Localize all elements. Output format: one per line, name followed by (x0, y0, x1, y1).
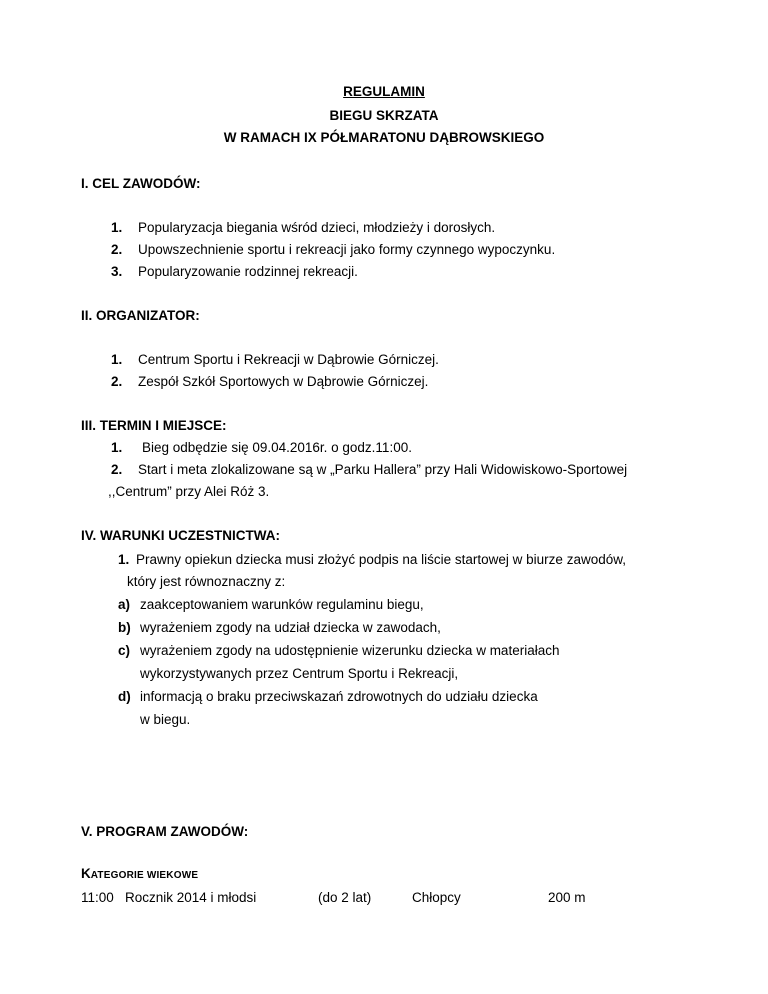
program-row-age: (do 2 lat) (318, 890, 372, 905)
program-row-time: 11:00 (81, 890, 114, 905)
age-categories-heading (81, 866, 198, 881)
section-heading-termin: III. TERMIN I MIEJSCE: (81, 418, 227, 433)
item-text: Zespół Szkół Sportowych w Dąbrowie Górniczej. (138, 374, 429, 389)
item-text: Popularyzacja biegania wśród dzieci, młodzieży i dorosłych. (138, 220, 496, 235)
item-continuation: wykorzystywanych przez Centrum Sportu i Rekreacji, (140, 666, 459, 681)
section-heading-warunki: IV. WARUNKI UCZESTNICTWA: (81, 528, 280, 543)
item-continuation: ,,Centrum” przy Alei Róż 3. (108, 484, 270, 499)
list-item (118, 643, 559, 658)
item-number: 1. (111, 352, 123, 367)
item-letter: a) (118, 597, 131, 612)
item-number: 1. (111, 440, 123, 455)
item-text: Upowszechnienie sportu i rekreacji jako formy czynnego wypoczynku. (138, 242, 556, 257)
section-heading-cel: I. CEL ZAWODÓW: (81, 176, 201, 191)
list-item (111, 374, 428, 389)
item-text: Start i meta zlokalizowane są w „Parku Hallera” przy Hali Widowiskowo-Sportowej (138, 462, 628, 477)
list-item (118, 620, 441, 635)
item-text: Bieg odbędzie się 09.04.2016r. o godz.11:00. (142, 440, 412, 455)
item-number: 1. (111, 220, 123, 235)
age-categories-rest: ATEGORIE WIEKOWE (90, 870, 199, 881)
item-continuation: w biegu. (140, 712, 191, 727)
list-item (118, 597, 424, 612)
item-number: 2. (111, 242, 123, 257)
list-item (111, 264, 358, 279)
item-letter: c) (118, 643, 131, 658)
list-item (111, 462, 627, 477)
item-text: zaakceptowaniem warunków regulaminu biegu, (140, 597, 424, 612)
list-item (111, 440, 412, 455)
event-name: W RAMACH IX PÓŁMARATONU DĄBROWSKIEGO (223, 130, 545, 145)
list-item (111, 352, 439, 367)
age-categories-initial: K (81, 866, 91, 881)
section-heading-program: V. PROGRAM ZAWODÓW: (81, 824, 249, 839)
item-text: Centrum Sportu i Rekreacji w Dąbrowie Górniczej. (138, 352, 439, 367)
item-text: Prawny opiekun dziecka musi złożyć podpis na liście startowej w biurze zawodów, (136, 552, 626, 567)
item-number: 1. (118, 552, 130, 567)
item-number: 3. (111, 264, 123, 279)
item-continuation: który jest równoznaczny z: (127, 574, 286, 589)
list-item (118, 689, 538, 704)
list-item (111, 220, 495, 235)
document-subtitle: BIEGU SKRZATA (329, 108, 439, 123)
list-item (118, 552, 626, 567)
document-title: REGULAMIN (343, 84, 425, 99)
item-number: 2. (111, 374, 123, 389)
list-item (111, 242, 555, 257)
section-heading-organizator: II. ORGANIZATOR: (81, 308, 200, 323)
item-letter: d) (118, 689, 131, 704)
item-text: wyrażeniem zgody na udział dziecka w zawodach, (140, 620, 441, 635)
program-row-gender: Chłopcy (412, 890, 461, 905)
program-row-rocznik: Rocznik 2014 i młodsi (125, 890, 257, 905)
item-text: Popularyzowanie rodzinnej rekreacji. (138, 264, 358, 279)
item-letter: b) (118, 620, 131, 635)
item-text: wyrażeniem zgody na udostępnienie wizerunku dziecka w materiałach (140, 643, 560, 658)
program-row-distance: 200 m (548, 890, 586, 905)
item-number: 2. (111, 462, 123, 477)
item-text: informacją o braku przeciwskazań zdrowotnych do udziału dziecka (140, 689, 538, 704)
